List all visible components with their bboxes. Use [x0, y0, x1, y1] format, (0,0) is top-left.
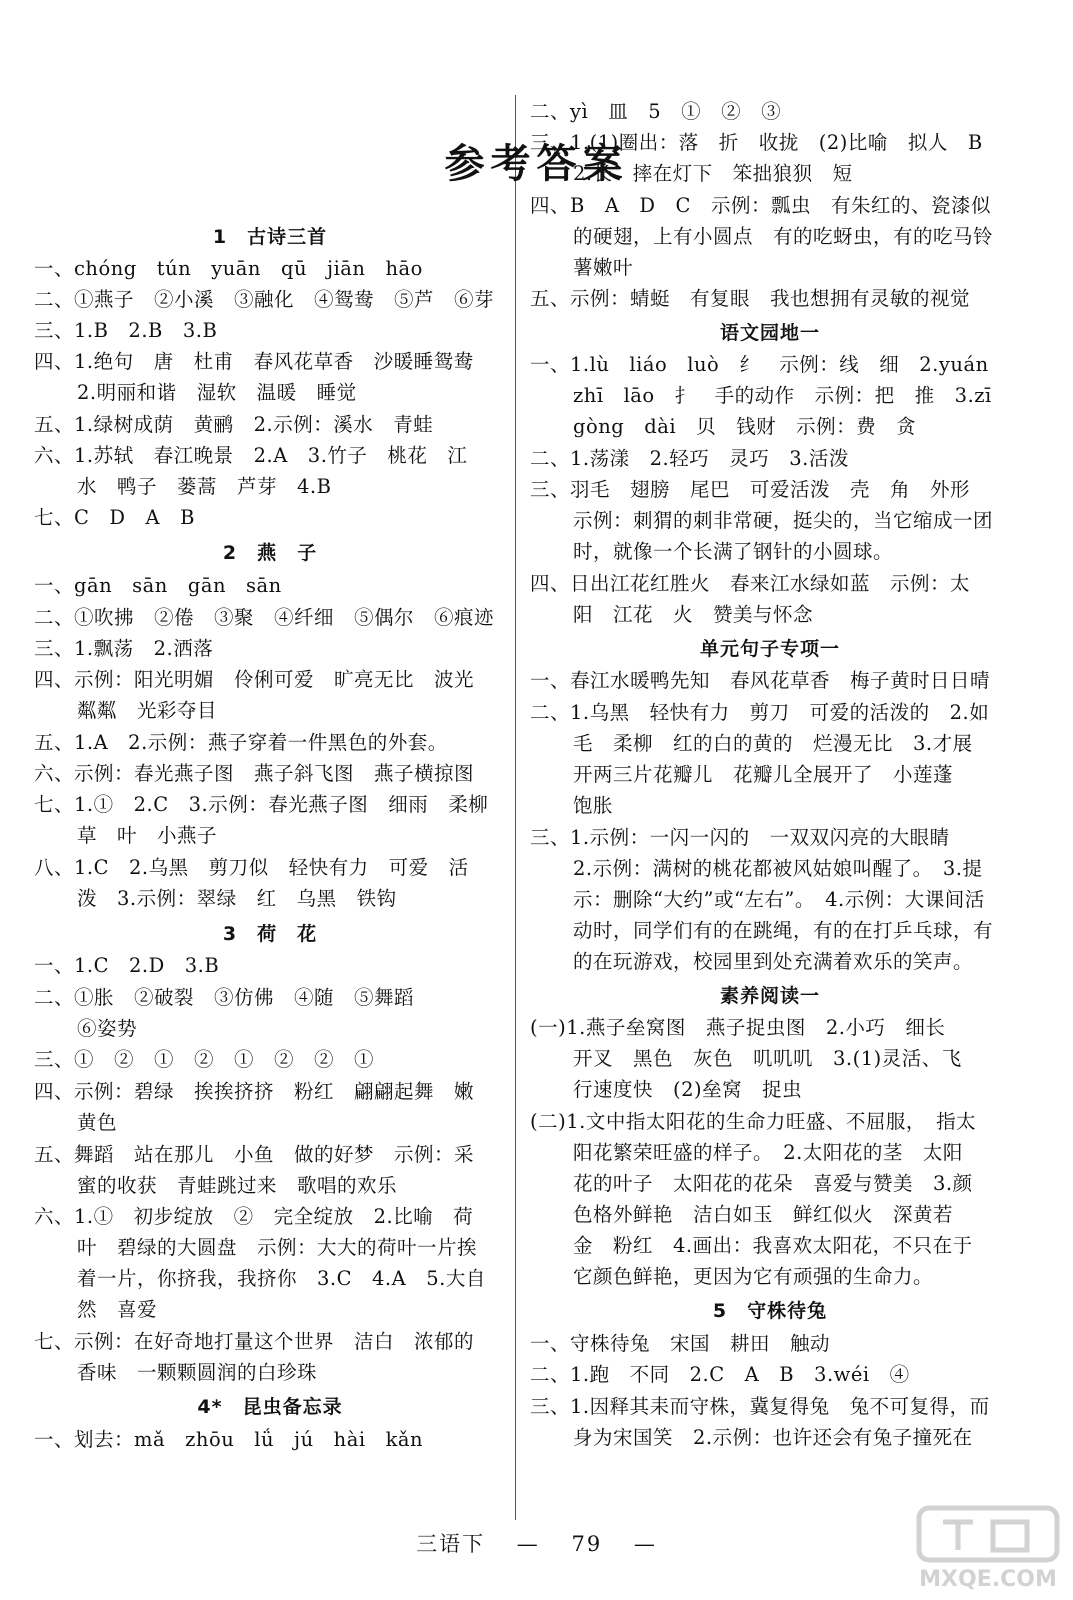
answer-line-continued: 2.示例：满树的桃花都被风姑娘叫醒了。 3.提: [573, 857, 983, 880]
answer-line: 三、1.B 2.B 3.B: [34, 319, 218, 342]
answer-line: 五、1.A 2.示例：燕子穿着一件黑色的外套。: [34, 731, 448, 754]
answer-line-continued: 薯嫩叶: [573, 256, 634, 279]
answer-line-continued: 着一片，你挤我，我挤你 3.C 4.A 5.大自: [77, 1267, 486, 1290]
answer-line-continued: 草 叶 小燕子: [77, 824, 218, 847]
section-heading: 1 古诗三首: [212, 226, 328, 248]
answer-line-continued: 黄色: [77, 1111, 118, 1134]
answer-line: 六、示例：春光燕子图 燕子斜飞图 燕子横掠图: [34, 762, 475, 785]
answer-line-continued: 开叉 黑色 灰色 叽叽叽 3.(1)灵活、飞: [573, 1047, 962, 1070]
answer-line: 一、1.C 2.D 3.B: [34, 954, 220, 977]
answer-line: 三、1.因释其耒而守株，冀复得兔 兔不可复得，而: [530, 1395, 990, 1418]
answer-line: (二)1.文中指太阳花的生命力旺盛、不屈服， 指太: [530, 1110, 977, 1133]
answer-line-continued: 阳 江花 火 赞美与怀念: [573, 603, 814, 626]
answer-line: (一)1.燕子垒窝图 燕子捉虫图 2.小巧 细长: [530, 1016, 946, 1039]
answer-line-continued: 行速度快 (2)垒窝 捉虫: [573, 1078, 803, 1101]
section-heading: 3 荷 花: [222, 923, 318, 945]
answer-line-continued: 泼 3.示例：翠绿 红 乌黑 铁钩: [77, 887, 397, 910]
answer-line-continued: 香味 一颗颗圆润的白珍珠: [77, 1361, 318, 1384]
answer-line-continued: 的在玩游戏，校园里到处充满着欢乐的笑声。: [573, 950, 974, 973]
answer-line: 四、示例：阳光明媚 伶俐可爱 旷亮无比 波光: [34, 668, 475, 691]
section-heading: 4* 昆虫备忘录: [197, 1396, 343, 1418]
answer-line-continued: 叶 碧绿的大圆盘 示例：大大的荷叶一片挨: [77, 1236, 478, 1259]
answer-line: 二、1.乌黑 轻快有力 剪刀 可爱的活泼的 2.如: [530, 701, 990, 724]
answer-line: 六、1.苏轼 春江晚景 2.A 3.竹子 桃花 江: [34, 444, 468, 467]
answer-line: 三、1.(1)圈出：落 折 收拢 (2)比喻 拟人 B: [530, 131, 983, 154]
page-number: 79: [571, 1532, 603, 1556]
answer-line: 三、① ② ① ② ① ② ② ①: [34, 1048, 375, 1071]
answer-line-continued: 时，就像一个长满了钢针的小圆球。: [573, 540, 894, 563]
section-heading: 2 燕 子: [222, 542, 318, 564]
section-heading: 素养阅读一: [719, 985, 820, 1007]
answer-line: 一、gān sān gān sān: [34, 574, 282, 597]
answer-line: 六、1.① 初步绽放 ② 完全绽放 2.比喻 荷: [34, 1205, 474, 1228]
watermark-text: MXQE.COM: [919, 1567, 1057, 1592]
answer-line: 七、示例：在好奇地打量这个世界 洁白 浓郁的: [34, 1330, 475, 1353]
answer-line: 二、①燕子 ②小溪 ③融化 ④鸳鸯 ⑤芦 ⑥芽: [34, 288, 495, 311]
answer-line: 一、春江水暖鸭先知 春风花草香 梅子黄时日日晴: [530, 669, 991, 692]
answer-line: 一、1.lù liáo luò 纟 示例：线 细 2.yuán: [530, 353, 989, 376]
watermark-logo: [913, 1502, 1063, 1594]
answer-line-continued: 身为宋国笑 2.示例：也许还会有兔子撞死在: [573, 1426, 973, 1449]
answer-line-continued: 饱胀: [573, 794, 614, 817]
answer-line-continued: 粼粼 光彩夺目: [77, 699, 218, 722]
answer-line-continued: 它颜色鲜艳，更因为它有顽强的生命力。: [573, 1265, 934, 1288]
answer-line: 五、示例：蜻蜓 有复眼 我也想拥有灵敏的视觉: [530, 287, 971, 310]
answer-line: 八、1.C 2.乌黑 剪刀似 轻快有力 可爱 活: [34, 856, 469, 879]
answer-line: 一、守株待兔 宋国 耕田 触动: [530, 1332, 831, 1355]
answer-line-continued: 蜜的收获 青蛙跳过来 歌唱的欢乐: [77, 1174, 398, 1197]
section-heading: 单元句子专项一: [699, 638, 840, 660]
column-divider: [515, 95, 516, 1520]
answer-line: 二、①胀 ②破裂 ③仿佛 ④随 ⑤舞蹈: [34, 986, 415, 1009]
answer-line: 二、yì 皿 5 ① ② ③: [530, 100, 782, 123]
answer-line-continued: 2.长 摔在灯下 笨拙狼狈 短: [573, 162, 853, 185]
answer-line: 三、1.飘荡 2.洒落: [34, 637, 214, 660]
answer-line: 五、1.绿树成荫 黄鹂 2.示例：溪水 青蛙: [34, 413, 434, 436]
answer-line: 二、1.荡漾 2.轻巧 灵巧 3.活泼: [530, 447, 849, 470]
answer-line-continued: 水 鸭子 蒌蒿 芦芽 4.B: [77, 475, 332, 498]
answer-line: 二、1.跑 不同 2.C A B 3.wéi ④: [530, 1363, 910, 1386]
answer-line: 五、舞蹈 站在那儿 小鱼 做的好梦 示例：采: [34, 1143, 475, 1166]
answer-line-continued: 示：删除“大约”或“左右”。 4.示例：大课间活: [573, 888, 985, 911]
answer-line: 三、1.示例：一闪一闪的 一双双闪亮的大眼睛: [530, 826, 950, 849]
answer-line-continued: 然 喜爱: [77, 1298, 158, 1321]
answer-line-continued: 示例：刺猬的刺非常硬，挺尖的，当它缩成一团: [573, 509, 994, 532]
answer-line-continued: 2.明丽和谐 湿软 温暖 睡觉: [77, 381, 357, 404]
answer-line: 七、1.① 2.C 3.示例：春光燕子图 细雨 柔柳: [34, 793, 489, 816]
answer-line-continued: 花的叶子 太阳花的花朵 喜爱与赞美 3.颜: [573, 1172, 973, 1195]
answer-line-continued: gòng dài 贝 钱财 示例：费 贪: [573, 415, 917, 438]
answer-line: 四、示例：碧绿 挨挨挤挤 粉红 翩翩起舞 嫩: [34, 1080, 475, 1103]
answer-line: 四、B A D C 示例：瓢虫 有朱红的、瓷漆似: [530, 194, 991, 217]
footer-dash-right: —: [610, 1532, 657, 1556]
answer-line: 一、划去：mǎ zhōu lǘ jú hài kǎn: [34, 1428, 424, 1451]
section-heading: 语文园地一: [719, 322, 820, 344]
answer-line-continued: 的硬翅，上有小圆点 有的吃蚜虫，有的吃马铃: [573, 225, 994, 248]
answer-line: 二、①吹拂 ②倦 ③聚 ④纤细 ⑤偶尔 ⑥痕迹: [34, 606, 495, 629]
answer-line: 四、日出江花红胜火 春来江水绿如蓝 示例：太: [530, 572, 971, 595]
section-heading: 5 守株待兔: [712, 1300, 828, 1322]
answer-line: 一、chóng tún yuān qū jiān hāo: [34, 257, 423, 280]
answer-line: 四、1.绝句 唐 杜甫 春风花草香 沙暖睡鸳鸯: [34, 350, 474, 373]
answer-line-continued: ⑥姿势: [77, 1017, 138, 1040]
answer-line-continued: 金 粉红 4.画出：我喜欢太阳花，不只在于: [573, 1234, 973, 1257]
answer-line-continued: 毛 柔柳 红的白的黄的 烂漫无比 3.才展: [573, 732, 973, 755]
footer-dash-left: —: [493, 1532, 563, 1556]
answer-line-continued: zhī lāo 扌 手的动作 示例：把 推 3.zī: [573, 384, 992, 407]
answer-line-continued: 阳花繁荣旺盛的样子。 2.太阳花的茎 太阳: [573, 1141, 963, 1164]
answer-line-continued: 开两三片花瓣儿 花瓣儿全展开了 小莲蓬: [573, 763, 954, 786]
answer-line: 七、C D A B: [34, 506, 195, 529]
footer-label: 三语下: [416, 1532, 486, 1556]
answer-line-continued: 动时，同学们有的在跳绳，有的在打乒乓球，有: [573, 919, 994, 942]
page-title: 参考答案: [444, 141, 629, 187]
answer-line-continued: 色格外鲜艳 洁白如玉 鲜红似火 深黄若: [573, 1203, 954, 1226]
answer-line: 三、羽毛 翅膀 尾巴 可爱活泼 壳 角 外形: [530, 478, 971, 501]
